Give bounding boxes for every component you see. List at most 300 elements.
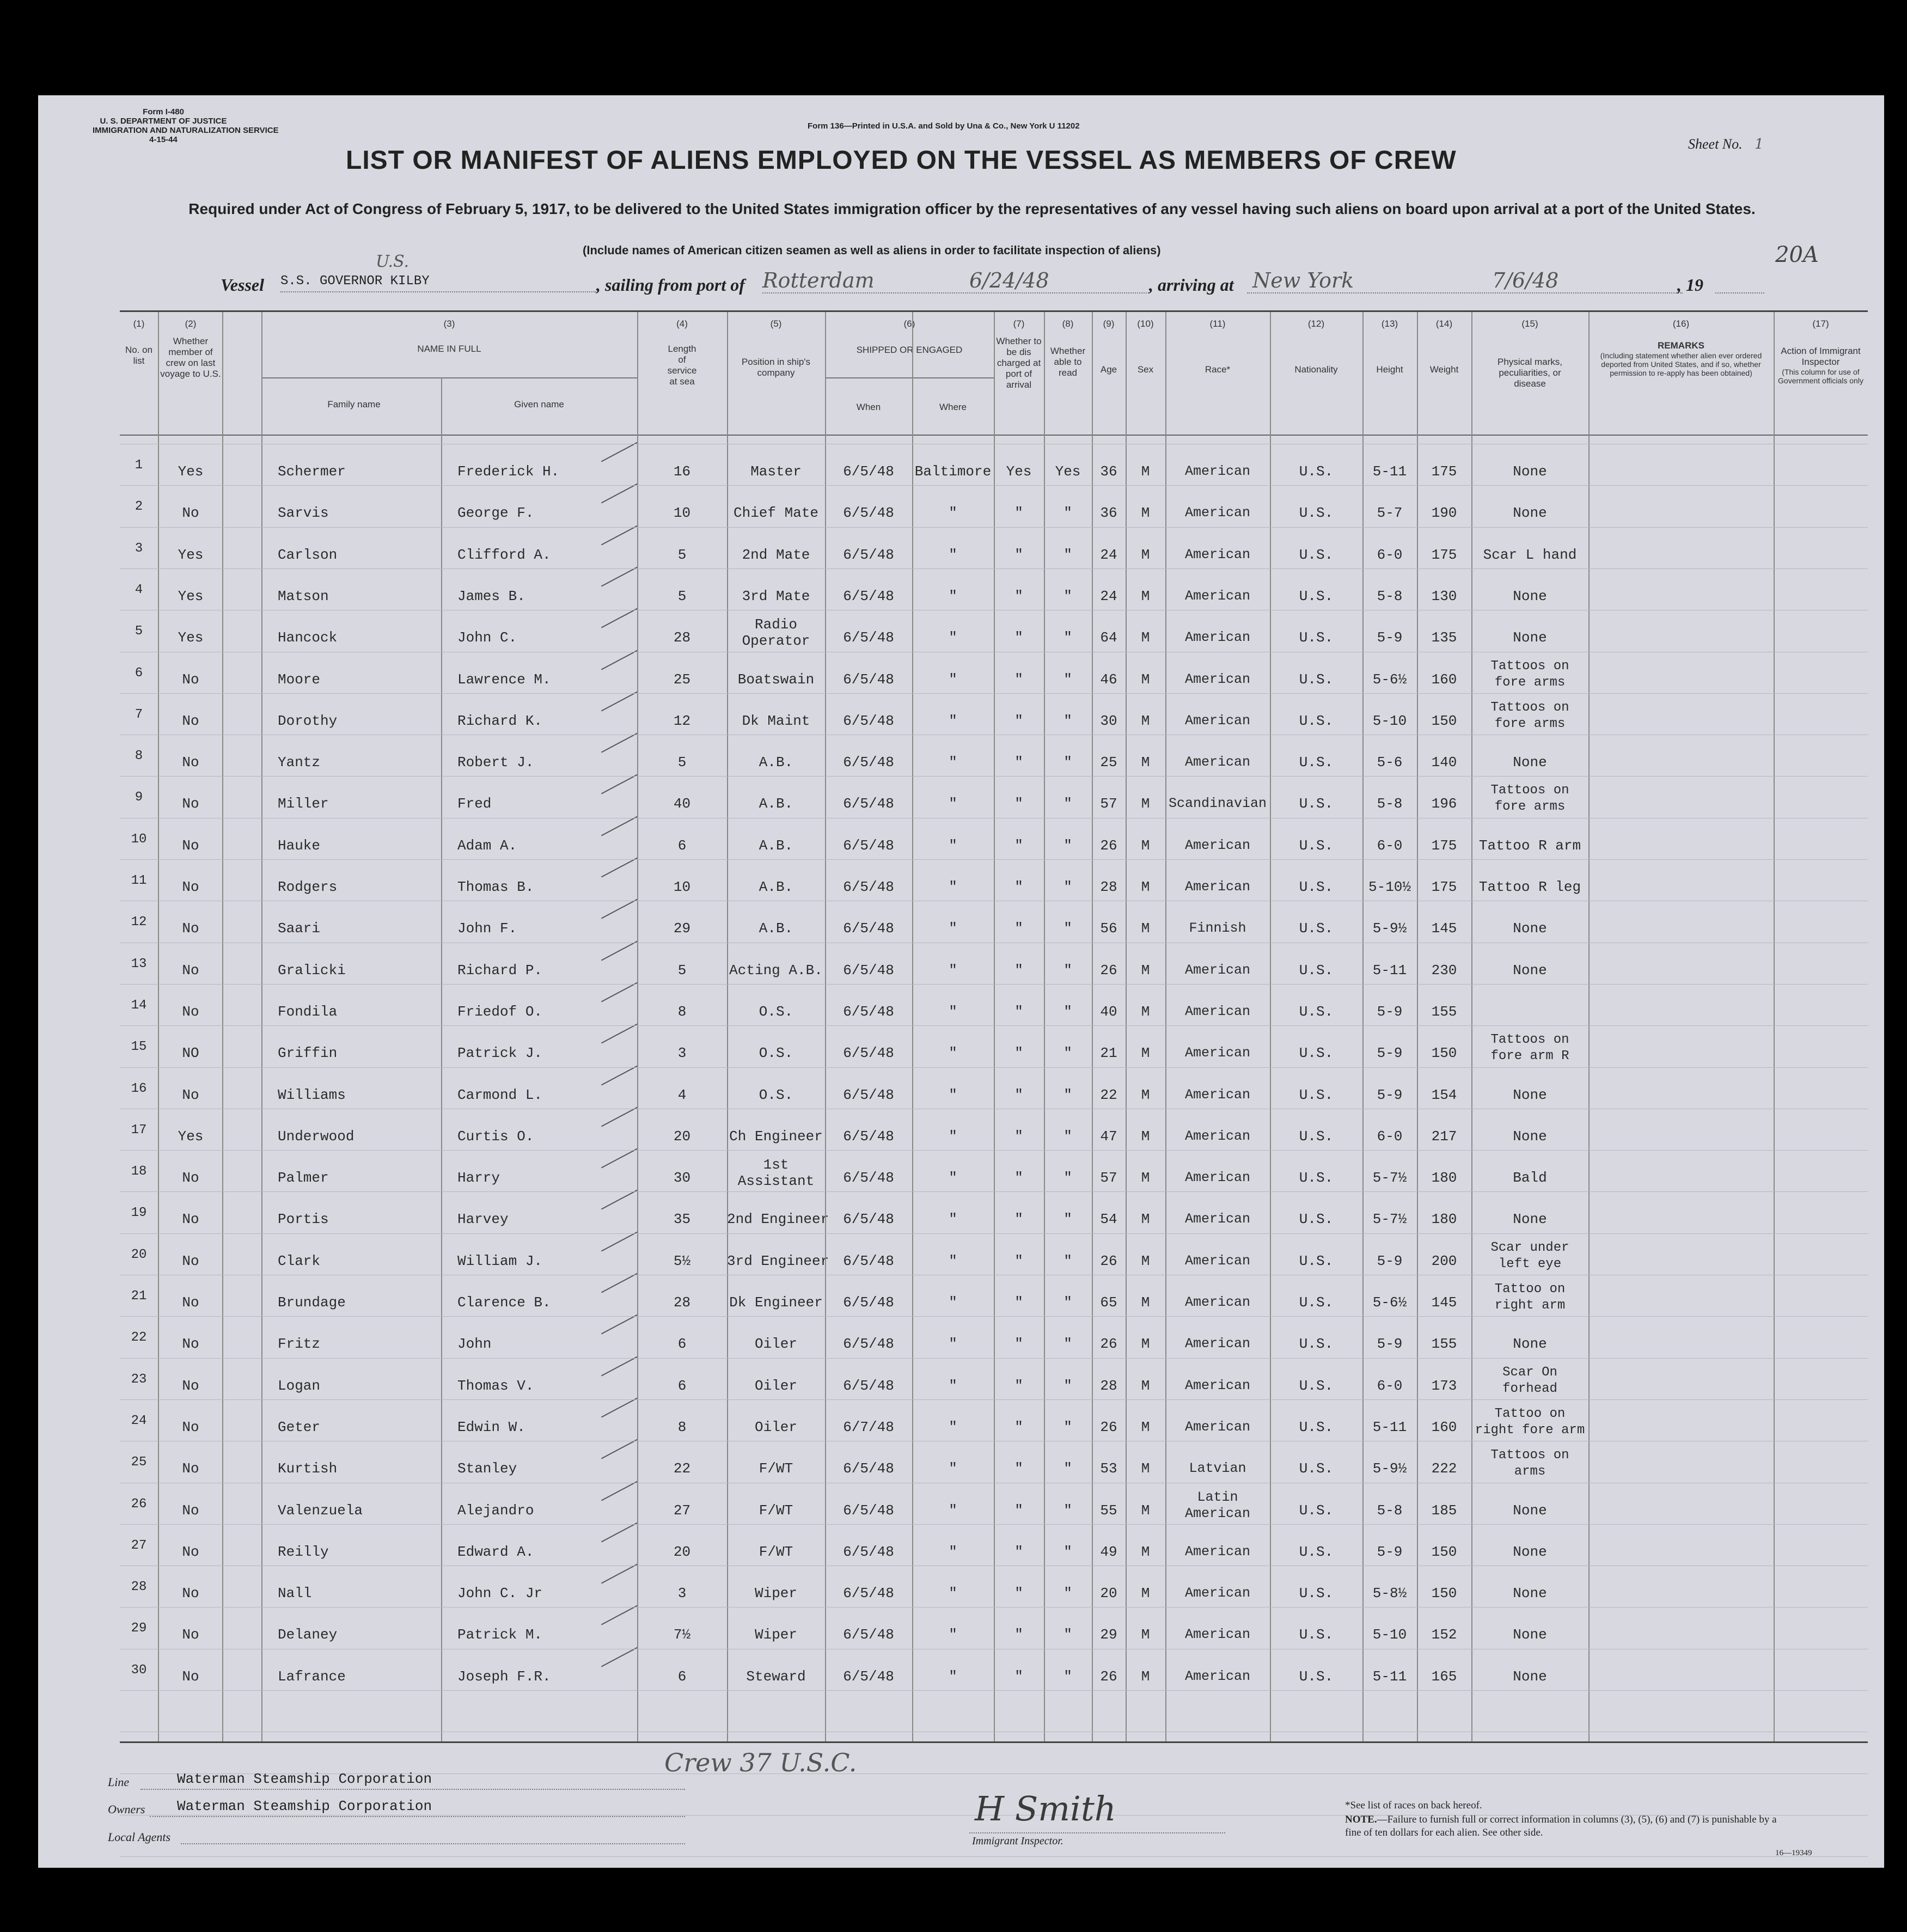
row-number: 27: [131, 1538, 147, 1553]
last-voyage: No: [182, 1170, 199, 1187]
given-name: Thomas B.: [457, 879, 534, 895]
family-name: Hancock: [278, 629, 338, 646]
age: 28: [1100, 879, 1117, 895]
race: Scandinavian: [1168, 796, 1267, 812]
shipped-when: 6/5/48: [843, 505, 894, 522]
given-name-header: Given name: [514, 399, 564, 409]
age: 64: [1100, 629, 1117, 646]
row-number: 23: [131, 1372, 147, 1387]
sex: M: [1141, 837, 1150, 854]
physical-marks: None: [1513, 1543, 1547, 1560]
nationality: U.S.: [1299, 1128, 1334, 1145]
family-name: Reilly: [278, 1543, 329, 1560]
owners-underline: [150, 1816, 685, 1817]
nationality: U.S.: [1299, 463, 1334, 480]
discharged: ": [1014, 1336, 1023, 1353]
height: 5-6½: [1372, 671, 1407, 688]
nationality: U.S.: [1299, 712, 1334, 729]
age: 26: [1100, 837, 1117, 854]
row-number: 25: [131, 1455, 147, 1470]
form-id-block: [93, 107, 279, 144]
position: A.B.: [759, 754, 793, 771]
sex: M: [1141, 712, 1150, 729]
race: Latin American: [1184, 1489, 1251, 1521]
last-voyage: Yes: [178, 463, 204, 480]
discharged: ": [1014, 1543, 1023, 1560]
sex: M: [1141, 796, 1150, 812]
weight: 180: [1431, 1211, 1457, 1228]
given-name: Curtis O.: [457, 1128, 534, 1145]
shipped-where: ": [949, 546, 957, 563]
physical-marks: Bald: [1513, 1170, 1547, 1187]
weight: 155: [1431, 1336, 1457, 1353]
row-rule: [120, 1399, 1868, 1400]
given-name: John F.: [457, 920, 517, 937]
race: American: [1184, 1211, 1251, 1227]
height: 5-9: [1377, 1252, 1403, 1269]
sex: M: [1141, 1086, 1150, 1103]
family-name: Nall: [278, 1585, 312, 1602]
race: American: [1184, 1170, 1251, 1186]
sex: M: [1141, 754, 1150, 771]
include-note: (Include names of American citizen seamen as well as aliens in order to facilitate inspection of aliens): [583, 243, 1161, 257]
race: American: [1184, 879, 1251, 895]
service-length: 10: [673, 505, 691, 522]
weight: 150: [1431, 1585, 1457, 1602]
service-length: 6: [677, 1668, 687, 1685]
row-number: 2: [135, 499, 143, 515]
sex: M: [1141, 1211, 1150, 1228]
shipped-when: 6/5/48: [843, 1460, 894, 1477]
given-name: Joseph F.R.: [457, 1668, 551, 1685]
family-name: Fritz: [278, 1336, 321, 1353]
shipped-where: ": [949, 754, 957, 771]
race: American: [1184, 1585, 1251, 1601]
family-name: Sarvis: [278, 505, 329, 522]
race: American: [1184, 712, 1251, 729]
age: 26: [1100, 1419, 1117, 1435]
sex: M: [1141, 920, 1150, 937]
position: A.B.: [759, 879, 793, 895]
family-name: Gralicki: [278, 962, 346, 979]
able-to-read: ": [1063, 920, 1072, 937]
weight: 152: [1431, 1627, 1457, 1643]
nationality: U.S.: [1299, 754, 1334, 771]
given-name: Clarence B.: [457, 1294, 551, 1311]
position: A.B.: [759, 837, 793, 854]
row-number: 9: [135, 790, 143, 805]
sailing-label: , sailing from port of: [596, 275, 745, 295]
row-number: 29: [131, 1621, 147, 1636]
shipped-where: ": [949, 629, 957, 646]
inspector-signature: H Smith: [975, 1789, 1116, 1829]
row-number: 5: [135, 624, 143, 639]
race: American: [1184, 629, 1251, 646]
check-mark: [601, 1397, 638, 1417]
position: 2nd Engineer: [727, 1211, 829, 1228]
age: 65: [1100, 1294, 1117, 1311]
last-voyage: No: [182, 962, 199, 979]
physical-marks: None: [1513, 1668, 1547, 1685]
col16-header: (16) REMARKS (Including statement whether alien ever ordered deported from United States, and if so, whether permission to re-apply has been obtained): [1600, 319, 1762, 377]
nationality: U.S.: [1299, 1668, 1334, 1685]
races-note: *See list of races on back hereof.: [1345, 1800, 1482, 1811]
able-to-read: ": [1063, 1128, 1072, 1145]
service-length: 4: [677, 1086, 687, 1103]
shipped-where: ": [949, 712, 957, 729]
race: American: [1184, 1377, 1251, 1393]
service-length: 6: [677, 1336, 687, 1353]
service-length: 3: [677, 1045, 687, 1062]
discharged: ": [1014, 1003, 1023, 1020]
shipped-subheader-line: [825, 377, 994, 378]
row-number: 30: [131, 1662, 147, 1678]
race: American: [1184, 1668, 1251, 1684]
position: Radio Operator: [742, 616, 810, 650]
sex: M: [1141, 1336, 1150, 1353]
shipped-where: ": [949, 1086, 957, 1103]
nationality: U.S.: [1299, 1460, 1334, 1477]
height: 5-9: [1377, 1543, 1403, 1560]
sex: M: [1141, 1252, 1150, 1269]
col6-header: (6) SHIPPED OR ENGAGED: [856, 319, 963, 355]
able-to-read: ": [1063, 1460, 1072, 1477]
position: F/WT: [759, 1460, 793, 1477]
arriving-date: 7/6/48: [1492, 268, 1559, 292]
given-name: Stanley: [457, 1460, 517, 1477]
shipped-where: ": [949, 1460, 957, 1477]
shipped-when: 6/7/48: [843, 1419, 894, 1435]
nationality: U.S.: [1299, 1252, 1334, 1269]
age: 25: [1100, 754, 1117, 771]
col13-header: (13) Height: [1376, 319, 1403, 375]
sex: M: [1141, 1419, 1150, 1435]
shipped-where: Baltimore: [914, 463, 992, 480]
last-voyage: No: [182, 1294, 199, 1311]
race: American: [1184, 1419, 1251, 1435]
race: American: [1184, 1336, 1251, 1352]
check-mark: [601, 816, 638, 836]
owners-label: Owners: [108, 1802, 145, 1816]
physical-marks: None: [1513, 1627, 1547, 1643]
family-name: Brundage: [278, 1294, 346, 1311]
sex: M: [1141, 1128, 1150, 1145]
nationality: U.S.: [1299, 1377, 1334, 1394]
sex: M: [1141, 629, 1150, 646]
able-to-read: ": [1063, 1377, 1072, 1394]
row-number: 1: [135, 458, 143, 473]
check-mark: [601, 691, 638, 711]
check-mark: [601, 1065, 638, 1085]
shipped-where: ": [949, 1377, 957, 1394]
check-mark: [601, 525, 638, 545]
shipped-where: ": [949, 1668, 957, 1685]
position: Acting A.B.: [729, 962, 823, 979]
physical-marks: None: [1513, 962, 1547, 979]
sailing-underline: [762, 292, 1149, 294]
note-text: —Failure to furnish full or correct information in columns (3), (5), (6) and (7) is punishable by a fine of ten dollars for each alien. See other side.: [1345, 1814, 1777, 1838]
race: American: [1184, 1086, 1251, 1103]
line-label: Line: [108, 1775, 130, 1789]
able-to-read: ": [1063, 1419, 1072, 1435]
owners-value: Waterman Steamship Corporation: [177, 1798, 432, 1814]
arriving-underline: [1247, 292, 1683, 294]
service-length: 30: [673, 1170, 691, 1187]
col8-header: (8) Whether able to read: [1050, 319, 1086, 378]
shipped-when: 6/5/48: [843, 1003, 894, 1020]
position: Chief Mate: [733, 505, 819, 522]
age: 22: [1100, 1086, 1117, 1103]
weight: 200: [1431, 1252, 1457, 1269]
given-name: Robert J.: [457, 754, 534, 771]
sex: M: [1141, 1668, 1150, 1685]
weight: 175: [1431, 837, 1457, 854]
last-voyage: No: [182, 1460, 199, 1477]
race: American: [1184, 1543, 1251, 1560]
able-to-read: ": [1063, 1003, 1072, 1020]
family-name: Lafrance: [278, 1668, 346, 1685]
given-name: Friedof O.: [457, 1003, 543, 1020]
year-label: , 19: [1677, 275, 1703, 295]
shipped-when: 6/5/48: [843, 1211, 894, 1228]
last-voyage: No: [182, 1252, 199, 1269]
arriving-label: , arriving at: [1149, 275, 1234, 295]
age: 57: [1100, 1170, 1117, 1187]
nationality: U.S.: [1299, 588, 1334, 604]
shipped-where: ": [949, 1128, 957, 1145]
height: 5-6½: [1372, 1294, 1407, 1311]
given-name: Thomas V.: [457, 1377, 534, 1394]
nationality: U.S.: [1299, 546, 1334, 563]
weight: 130: [1431, 588, 1457, 604]
position: F/WT: [759, 1543, 793, 1560]
physical-marks: Tattoos on arms: [1490, 1448, 1569, 1479]
given-name: George F.: [457, 505, 534, 522]
shipped-where: ": [949, 1170, 957, 1187]
check-mark: [601, 608, 638, 628]
weight: 155: [1431, 1003, 1457, 1020]
position: Master: [750, 463, 802, 480]
service-name: IMMIGRATION AND NATURALIZATION SERVICE: [93, 126, 279, 135]
nationality: U.S.: [1299, 1419, 1334, 1435]
row-number: 10: [131, 832, 147, 847]
family-name: Miller: [278, 796, 329, 812]
shipped-where: ": [949, 962, 957, 979]
row-rule: [120, 859, 1868, 860]
weight: 196: [1431, 796, 1457, 812]
age: 47: [1100, 1128, 1117, 1145]
shipped-when: 6/5/48: [843, 1252, 894, 1269]
row-rule: [120, 1358, 1868, 1359]
col11-header: (11) Race*: [1205, 319, 1231, 375]
nationality: U.S.: [1299, 1045, 1334, 1062]
check-mark: [601, 1231, 638, 1251]
physical-marks: Scar under left eye: [1490, 1240, 1569, 1271]
last-voyage: NO: [182, 1045, 199, 1062]
service-length: 28: [673, 629, 691, 646]
row-number: 24: [131, 1413, 147, 1428]
shipped-where: ": [949, 796, 957, 812]
discharged: ": [1014, 629, 1023, 646]
last-voyage: No: [182, 1086, 199, 1103]
col14-header: (14) Weight: [1429, 319, 1459, 375]
shipped-when: 6/5/48: [843, 463, 894, 480]
shipped-where: ": [949, 1627, 957, 1643]
service-length: 22: [673, 1460, 691, 1477]
family-name: Geter: [278, 1419, 321, 1435]
given-name: Richard K.: [457, 712, 543, 729]
age: 20: [1100, 1585, 1117, 1602]
discharged: ": [1014, 712, 1023, 729]
service-length: 29: [673, 920, 691, 937]
height: 5-7: [1377, 505, 1403, 522]
age: 30: [1100, 712, 1117, 729]
last-voyage: No: [182, 1419, 199, 1435]
service-length: 20: [673, 1543, 691, 1560]
row-rule: [120, 485, 1868, 486]
check-mark: [601, 1647, 638, 1667]
name-divider: [441, 377, 442, 1741]
position: Oiler: [754, 1377, 797, 1394]
height: 5-8: [1377, 1502, 1403, 1519]
nationality: U.S.: [1299, 505, 1334, 522]
check-mark: [601, 899, 638, 919]
shipped-when: 6/5/48: [843, 671, 894, 688]
check-mark: [601, 1024, 638, 1044]
age: 53: [1100, 1460, 1117, 1477]
shipped-where: ": [949, 1003, 957, 1020]
shipped-where: ": [949, 1543, 957, 1560]
service-length: 40: [673, 796, 691, 812]
nationality: U.S.: [1299, 1211, 1334, 1228]
last-voyage: No: [182, 879, 199, 895]
position: O.S.: [759, 1045, 793, 1062]
weight: 140: [1431, 754, 1457, 771]
able-to-read: ": [1063, 588, 1072, 604]
last-voyage: Yes: [178, 1128, 204, 1145]
discharged: ": [1014, 796, 1023, 812]
shipped-where: ": [949, 671, 957, 688]
given-name: Fred: [457, 796, 492, 812]
shipped-where: ": [949, 1045, 957, 1062]
shipped-when: 6/5/48: [843, 920, 894, 937]
sailing-date: 6/24/48: [969, 268, 1049, 292]
able-to-read: ": [1063, 629, 1072, 646]
shipped-when: 6/5/48: [843, 1585, 894, 1602]
col15-header: (15) Physical marks, peculiarities, or disease: [1497, 319, 1563, 389]
weight: 175: [1431, 463, 1457, 480]
able-to-read: ": [1063, 879, 1072, 895]
physical-marks: None: [1513, 505, 1547, 522]
row-rule: [120, 1067, 1868, 1068]
physical-marks: None: [1513, 1585, 1547, 1602]
physical-marks: None: [1513, 754, 1547, 771]
physical-marks: Tattoo on right arm: [1494, 1282, 1566, 1313]
last-voyage: Yes: [178, 588, 204, 604]
line-underline: [140, 1789, 685, 1790]
service-length: 27: [673, 1502, 691, 1519]
physical-marks: Scar L hand: [1483, 546, 1577, 563]
discharged: Yes: [1006, 463, 1032, 480]
nationality: U.S.: [1299, 1502, 1334, 1519]
able-to-read: Yes: [1055, 463, 1081, 480]
family-name: Kurtish: [278, 1460, 338, 1477]
shipped-when: 6/5/48: [843, 1668, 894, 1685]
sailing-port: Rotterdam: [762, 268, 875, 292]
discharged: ": [1014, 879, 1023, 895]
family-name: Hauke: [278, 837, 321, 854]
sex: M: [1141, 1627, 1150, 1643]
service-length: 20: [673, 1128, 691, 1145]
weight: 180: [1431, 1170, 1457, 1187]
service-length: 25: [673, 671, 691, 688]
given-name: Clifford A.: [457, 546, 551, 563]
physical-marks: Tattoo R arm: [1478, 837, 1581, 854]
check-mark: [601, 1190, 638, 1210]
row-number: 3: [135, 541, 143, 556]
given-name: Carmond L.: [457, 1086, 543, 1103]
weight: 150: [1431, 712, 1457, 729]
corner-mark: 20A: [1775, 242, 1819, 267]
agents-underline: [181, 1843, 685, 1844]
row-number: 11: [131, 873, 147, 888]
family-name: Clark: [278, 1252, 321, 1269]
discharged: ": [1014, 1377, 1023, 1394]
check-mark: [601, 1481, 638, 1501]
crew-note: Crew 37 U.S.C.: [664, 1748, 857, 1777]
physical-marks: None: [1513, 1128, 1547, 1145]
able-to-read: ": [1063, 1668, 1072, 1685]
weight: 190: [1431, 505, 1457, 522]
nationality: U.S.: [1299, 1294, 1334, 1311]
physical-marks: None: [1513, 1336, 1547, 1353]
discharged: ": [1014, 546, 1023, 563]
row-number: 13: [131, 956, 147, 971]
last-voyage: No: [182, 1585, 199, 1602]
physical-marks: None: [1513, 920, 1547, 937]
name-subheader-line: [261, 377, 637, 378]
shipped-where: ": [949, 1211, 957, 1228]
check-mark: [601, 1564, 638, 1584]
family-name: Saari: [278, 920, 321, 937]
check-mark: [601, 1106, 638, 1127]
sex: M: [1141, 1170, 1150, 1187]
shipped-when: 6/5/48: [843, 1377, 894, 1394]
shipped-when: 6/5/48: [843, 796, 894, 812]
last-voyage: No: [182, 671, 199, 688]
family-name: Rodgers: [278, 879, 338, 895]
able-to-read: ": [1063, 1170, 1072, 1187]
given-name: Edwin W.: [457, 1419, 525, 1435]
height: 5-9: [1377, 1003, 1403, 1020]
given-name: Harvey: [457, 1211, 509, 1228]
shipped-where: ": [949, 1585, 957, 1602]
able-to-read: ": [1063, 505, 1072, 522]
check-mark: [601, 566, 638, 586]
nationality: U.S.: [1299, 837, 1334, 854]
row-number: 19: [131, 1206, 147, 1221]
shipped-where: ": [949, 1252, 957, 1269]
row-number: 21: [131, 1289, 147, 1304]
position: F/WT: [759, 1502, 793, 1519]
last-voyage: No: [182, 837, 199, 854]
race: Finnish: [1189, 920, 1246, 937]
row-number: 4: [135, 582, 143, 597]
position: O.S.: [759, 1003, 793, 1020]
row-rule: [120, 1150, 1868, 1151]
race: American: [1184, 1045, 1251, 1061]
family-name: Logan: [278, 1377, 321, 1394]
